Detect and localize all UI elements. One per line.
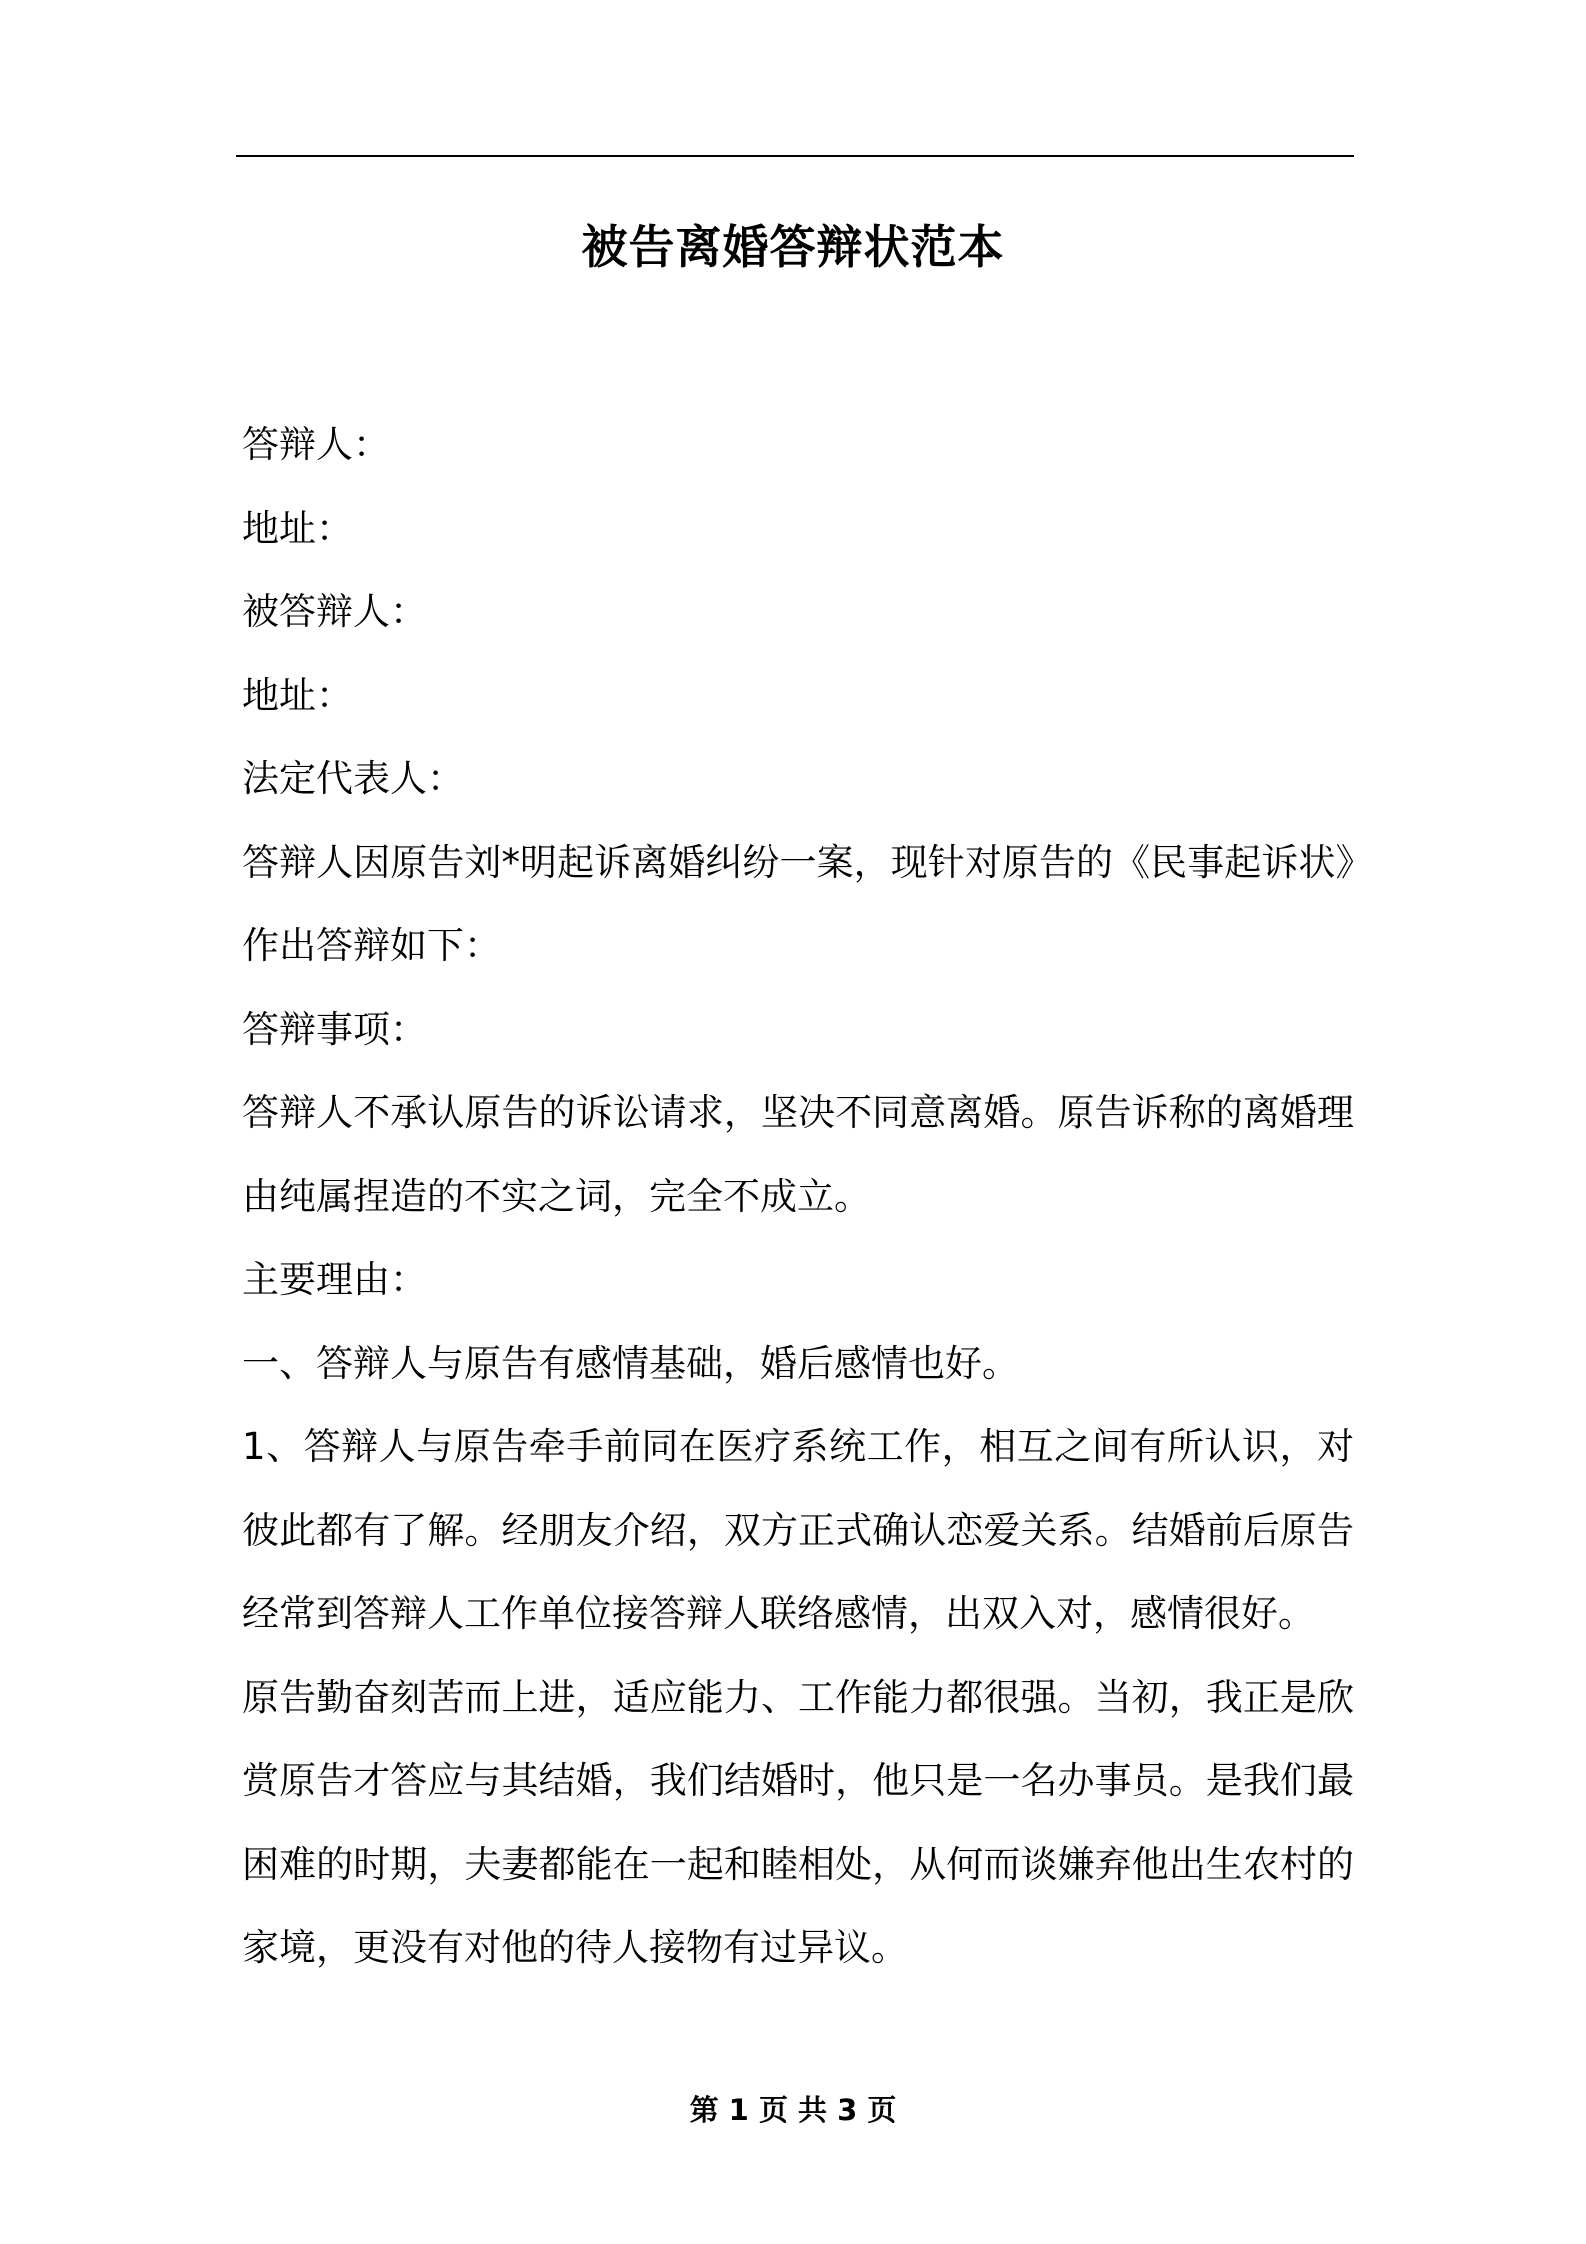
document-body <box>242 403 1354 1990</box>
paragraph-legal-representative: 法定代表人： <box>242 757 464 800</box>
paragraph-respondent-address: 地址： <box>242 506 353 550</box>
paragraph-intro: 答辩人因原告刘*明起诉离婚纠纷一案，现针对原告的《民事起诉状》作出答辩如下： <box>242 840 1354 967</box>
paragraph-defense-items: 答辩人不承认原告的诉讼请求，坚决不同意离婚。原告诉称的离婚理由纯属捏造的不实之词，完全不成立。 <box>242 1091 1354 1218</box>
paragraph-plaintiff: 被答辩人： <box>242 590 427 633</box>
paragraph-reason-one-point-one: 1、答辩人与原告牵手前同在医疗系统工作，相互之间有所认识，对彼此都有了解。经朋友介绍，双方正式确认恋爱关系。结婚前后原告经常到答辩人工作单位接答辩人联络感情，出双入对，感情很好。 <box>242 1425 1354 1635</box>
page-footer: 第 1 页 共 3 页 <box>689 2093 897 2127</box>
paragraph-reason-one-heading: 一、答辩人与原告有感情基础，婚后感情也好。 <box>242 1341 1019 1385</box>
paragraph-plaintiff-address: 地址： <box>242 673 353 717</box>
paragraph-defense-items-heading: 答辩事项： <box>242 1007 427 1051</box>
paragraph-respondent: 答辩人： <box>242 423 390 466</box>
document-title: 被告离婚答辩状范本 <box>581 220 1005 274</box>
paragraph-reason-one-continued: 原告勤奋刻苦而上进，适应能力、工作能力都很强。当初，我正是欣赏原告才答应与其结婚，我们结婚时，他只是一名办事员。是我们最困难的时期，夫妻都能在一起和睦相处，从何而谈嫌弃他出生农村的家境，更没有对他的待人接物有过异议。 <box>242 1675 1354 1969</box>
header-rule <box>236 155 1354 157</box>
paragraph-main-reasons-heading: 主要理由： <box>242 1258 427 1301</box>
